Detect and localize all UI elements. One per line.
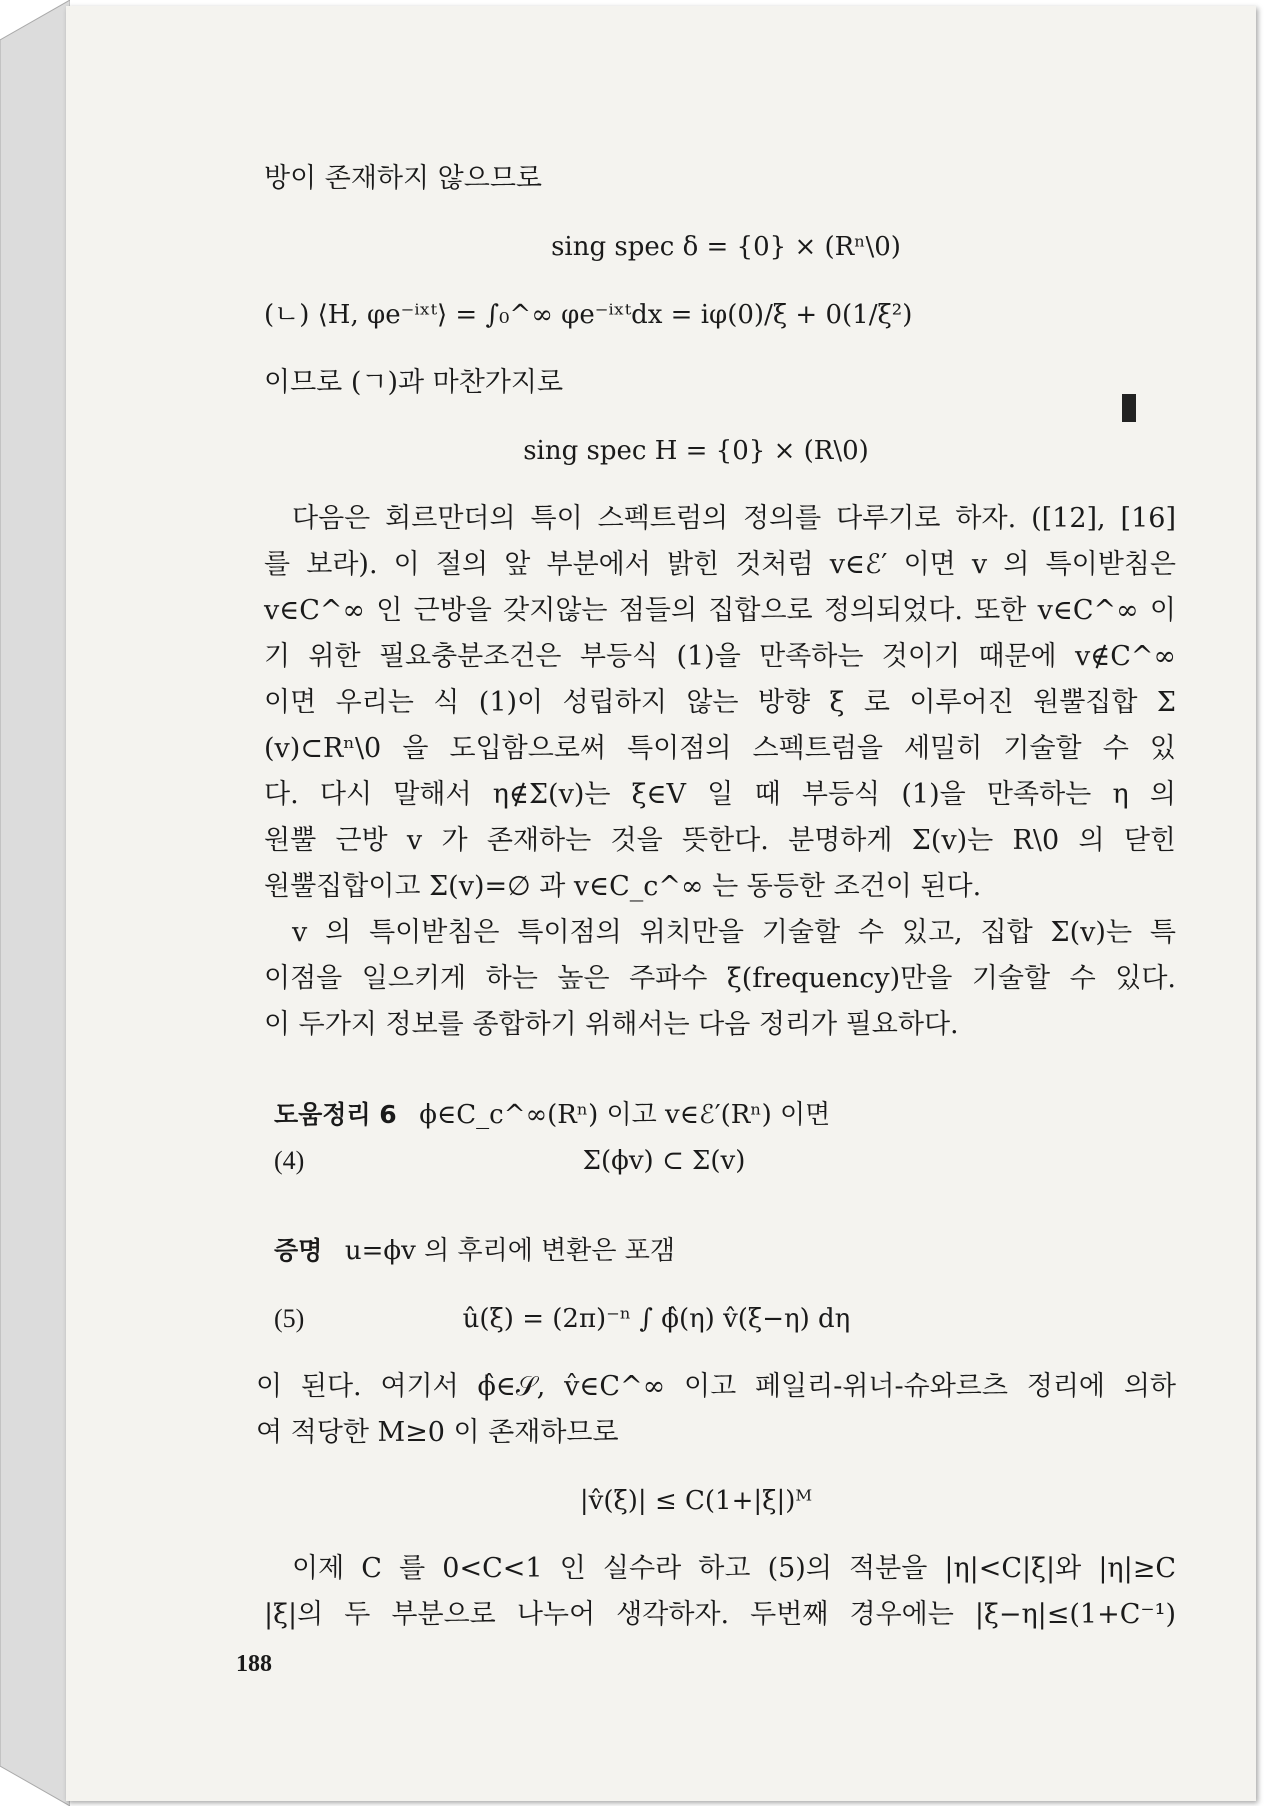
text-line: 이면 우리는 식 (1)이 성립하지 않는 방향 ξ 로 이루어진 원뿔집합 Σ (264, 687, 1176, 718)
equation-fourier-h: (ㄴ) ⟨H, φe⁻ⁱˣᵗ⟩ = ∫₀^∞ φe⁻ⁱˣᵗdx = iφ(0)/ξ + 0(1/ξ²) (264, 300, 913, 330)
proof-statement (216, 1228, 1176, 1274)
text-line: |ξ|의 두 부분으로 나누어 생각하자. 두번째 경우에는 |ξ−η|≤(1+C⁻¹) (264, 1599, 1176, 1630)
equation-sing-spec-h: sing spec H = {0} × (R\0) (523, 436, 869, 466)
text-line: 를 보라). 이 절의 앞 부분에서 밝힌 것처럼 v∈ℰ′ 이면 v 의 특이받침은 (264, 549, 1176, 580)
text-line: 원뿔 근방 v 가 존재하는 것을 뜻한다. 분명하게 Σ(v)는 R\0 의 닫힌 (264, 825, 1176, 856)
text-line: 방이 존재하지 않으므로 (264, 163, 542, 194)
text-line: 여 적당한 M≥0 이 존재하므로 (256, 1417, 619, 1448)
equation-bound: |v̂(ξ)| ≤ C(1+|ξ|)ᴹ (579, 1486, 813, 1516)
text-line: (v)⊂Rⁿ\0 을 도입함으로써 특이점의 스펙트럼을 세밀히 기술할 수 있 (264, 733, 1176, 764)
paragraph-definition (216, 496, 1176, 910)
equation-5-row (216, 1296, 1176, 1342)
equation-5: û(ξ) = (2π)⁻ⁿ ∫ ϕ̂(η) v̂(ξ−η) dη (462, 1304, 851, 1334)
text-line: 이제 C 를 0<C<1 인 실수라 하고 (5)의 적분을 |η|<C|ξ|와 |η|≥C (292, 1553, 1176, 1584)
text-line: v∈C^∞ 인 근방을 갖지않는 점들의 집합으로 정의되었다. 또한 v∈C^∞ 이 (264, 595, 1176, 626)
text-line: 이 두가지 정보를 종합하기 위해서는 다음 정리가 필요하다. (264, 1009, 959, 1040)
paragraph-paley-wiener (216, 1364, 1176, 1456)
text-line: 다. 다시 말해서 η∉Σ(v)는 ξ∈V 일 때 부등식 (1)을 만족하는 η 의 (264, 779, 1176, 810)
page-content (216, 156, 1176, 1638)
equation-sing-spec-delta: sing spec δ = {0} × (Rⁿ\0) (551, 232, 901, 262)
book-page (66, 6, 1256, 1801)
text-line: 다음은 회르만더의 특이 스펙트럼의 정의를 다루기로 하자. ([12], [16] (292, 503, 1176, 534)
paragraph-split-integral (216, 1546, 1176, 1638)
text-line: 기 위한 필요충분조건은 부등식 (1)을 만족하는 것이기 때문에 v∉C^∞ (264, 641, 1176, 672)
end-of-proof-mark (1122, 394, 1136, 422)
text-line: 원뿔집합이고 Σ(v)=∅ 과 v∈C_c^∞ 는 동등한 조건이 된다. (264, 871, 982, 902)
proof-title: 증명 (274, 1236, 323, 1265)
equation-4: Σ(ϕv) ⊂ Σ(v) (582, 1146, 746, 1176)
text-line: 이 된다. 여기서 ϕ̂∈𝒮, v̂∈C^∞ 이고 페일리-위너-슈와르츠 정리에 의하 (256, 1371, 1176, 1402)
paragraph-frequency (216, 910, 1176, 1048)
book-spine-edge (0, 0, 70, 1806)
equation-label: (5) (274, 1304, 305, 1333)
text-line: v 의 특이받침은 특이점의 위치만을 기술할 수 있고, 집합 Σ(v)는 특 (292, 917, 1176, 948)
lemma-statement (216, 1092, 1176, 1138)
text-line: 이점을 일으키게 하는 높은 주파수 ξ(frequency)만을 기술할 수 있다. (264, 963, 1176, 994)
lemma-text: ϕ∈C_c^∞(Rⁿ) 이고 v∈ℰ′(Rⁿ) 이면 (419, 1100, 831, 1130)
text-line: 이므로 (ㄱ)과 마찬가지로 (264, 367, 564, 398)
page-number: 188 (236, 1651, 272, 1677)
equation-4-row (216, 1138, 1176, 1184)
equation-label: (4) (274, 1146, 305, 1175)
proof-text: u=ϕv 의 후리에 변환은 포갬 (344, 1236, 675, 1266)
lemma-title: 도움정리 6 (274, 1100, 397, 1129)
